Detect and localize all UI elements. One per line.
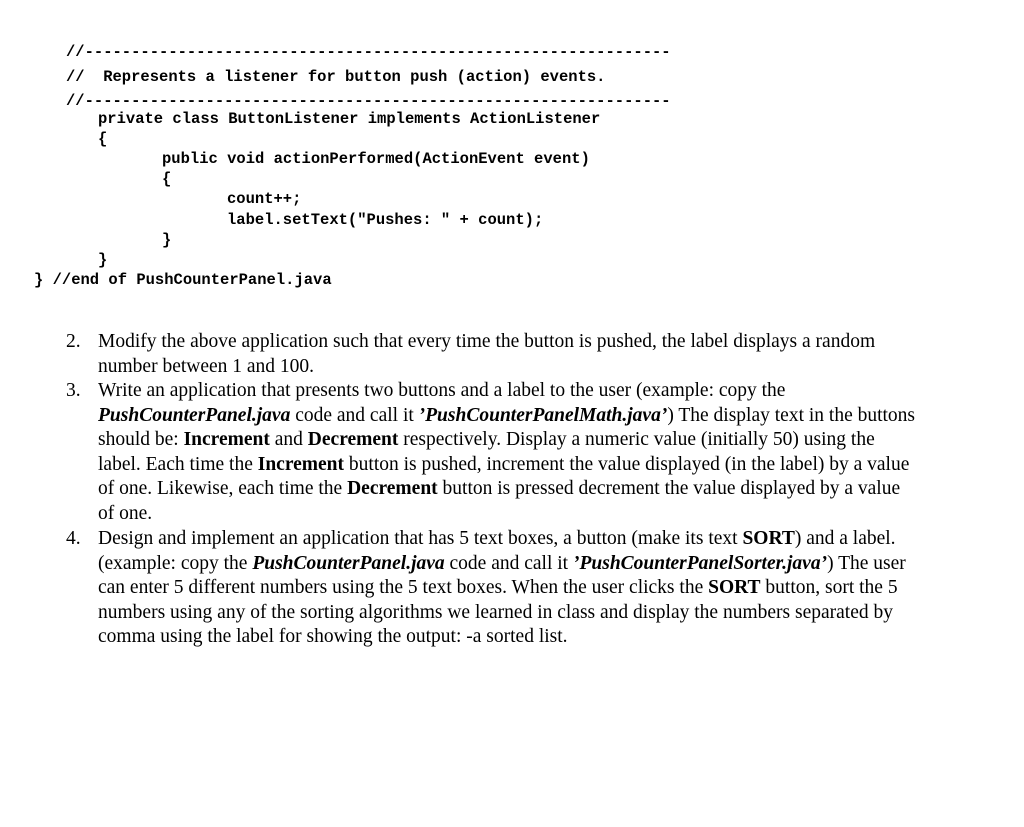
emphasized-text: SORT	[708, 577, 761, 599]
code-comment-rule-top: //---------------------------------------------------------------	[66, 43, 671, 61]
text-run: button, sort the 5	[760, 577, 898, 599]
code-class-close-brace: }	[98, 251, 108, 269]
emphasized-text: ’PushCounterPanelSorter.java’	[572, 552, 828, 574]
text-run: Modify the above application such that every time the button is pushed, the label displays a random	[98, 331, 876, 352]
emphasized-text: PushCounterPanel.java	[98, 404, 291, 426]
item-number: 4.	[66, 528, 81, 549]
text-run: should be:	[98, 429, 184, 451]
item-text-line	[98, 552, 1008, 577]
item-text-line	[98, 428, 1008, 453]
code-method-signature: public void actionPerformed(ActionEvent event)	[162, 150, 590, 168]
text-run: button is pushed, increment the value displayed (in the label) by a value	[344, 453, 910, 475]
item-text-line	[98, 379, 1008, 404]
text-run: of one.	[98, 502, 153, 524]
text-run: ) The user	[827, 552, 906, 574]
item-text-line	[98, 527, 1008, 552]
code-method-close-brace: }	[162, 231, 172, 249]
item-text-line	[98, 625, 1008, 650]
emphasized-text: Increment	[257, 453, 345, 475]
code-comment-text: // Represents a listener for button push (action) events.	[66, 68, 606, 86]
item-text-line	[98, 576, 1008, 601]
code-statement-settext: label.setText("Pushes: " + count);	[227, 211, 544, 229]
code-method-open-brace: {	[162, 170, 172, 188]
text-run: (example: copy the	[98, 552, 253, 574]
emphasized-text: ’PushCounterPanelMath.java’	[418, 404, 668, 426]
code-comment-rule-bottom: //---------------------------------------------------------------	[66, 92, 671, 110]
item-text-line	[98, 330, 1008, 355]
item-text-line	[98, 601, 1008, 626]
item-number: 2.	[66, 331, 81, 352]
text-run: label. Each time the	[98, 453, 258, 475]
text-run: of one. Likewise, each time the	[98, 478, 348, 500]
item-text	[98, 379, 1008, 527]
emphasized-text: Decrement	[307, 429, 399, 451]
code-end-comment: } //end of PushCounterPanel.java	[34, 271, 332, 289]
item-text-line	[98, 502, 1008, 527]
item-text	[98, 527, 1008, 650]
item-text-line	[98, 404, 1008, 429]
code-class-open-brace: {	[98, 130, 108, 148]
text-run: ) The display text in the buttons	[667, 404, 916, 426]
emphasized-text: SORT	[742, 528, 795, 549]
item-text-line	[98, 477, 1008, 502]
emphasized-text: Increment	[183, 429, 270, 451]
text-run: comma using the label for showing the output: -a sorted list.	[98, 626, 568, 648]
text-run: can enter 5 different numbers using the 5 text boxes. When the user clicks the	[98, 577, 709, 599]
text-run: Write an application that presents two buttons and a label to the user (example: copy the	[98, 380, 786, 401]
text-run: ) and a label.	[794, 528, 896, 549]
emphasized-text: PushCounterPanel.java	[252, 552, 445, 574]
text-run: respectively. Display a numeric value (initially 50) using the	[398, 429, 875, 451]
emphasized-text: Decrement	[347, 478, 438, 500]
text-run: code and call it	[290, 404, 419, 426]
text-run: button is pressed decrement the value displayed by a value	[437, 478, 901, 500]
item-text	[98, 330, 1008, 379]
code-statement-increment: count++;	[227, 190, 302, 208]
text-run: and	[269, 429, 308, 451]
item-text-line	[98, 453, 1008, 478]
text-run: Design and implement an application that has 5 text boxes, a button (make its text	[98, 528, 743, 549]
text-run: code and call it	[444, 552, 573, 574]
item-text-line	[98, 355, 1008, 380]
item-number: 3.	[66, 380, 81, 401]
text-run: numbers using any of the sorting algorithms we learned in class and display the numbers separated by	[98, 601, 893, 623]
code-class-declaration: private class ButtonListener implements ActionListener	[98, 110, 601, 128]
text-run: number between 1 and 100.	[98, 355, 315, 377]
